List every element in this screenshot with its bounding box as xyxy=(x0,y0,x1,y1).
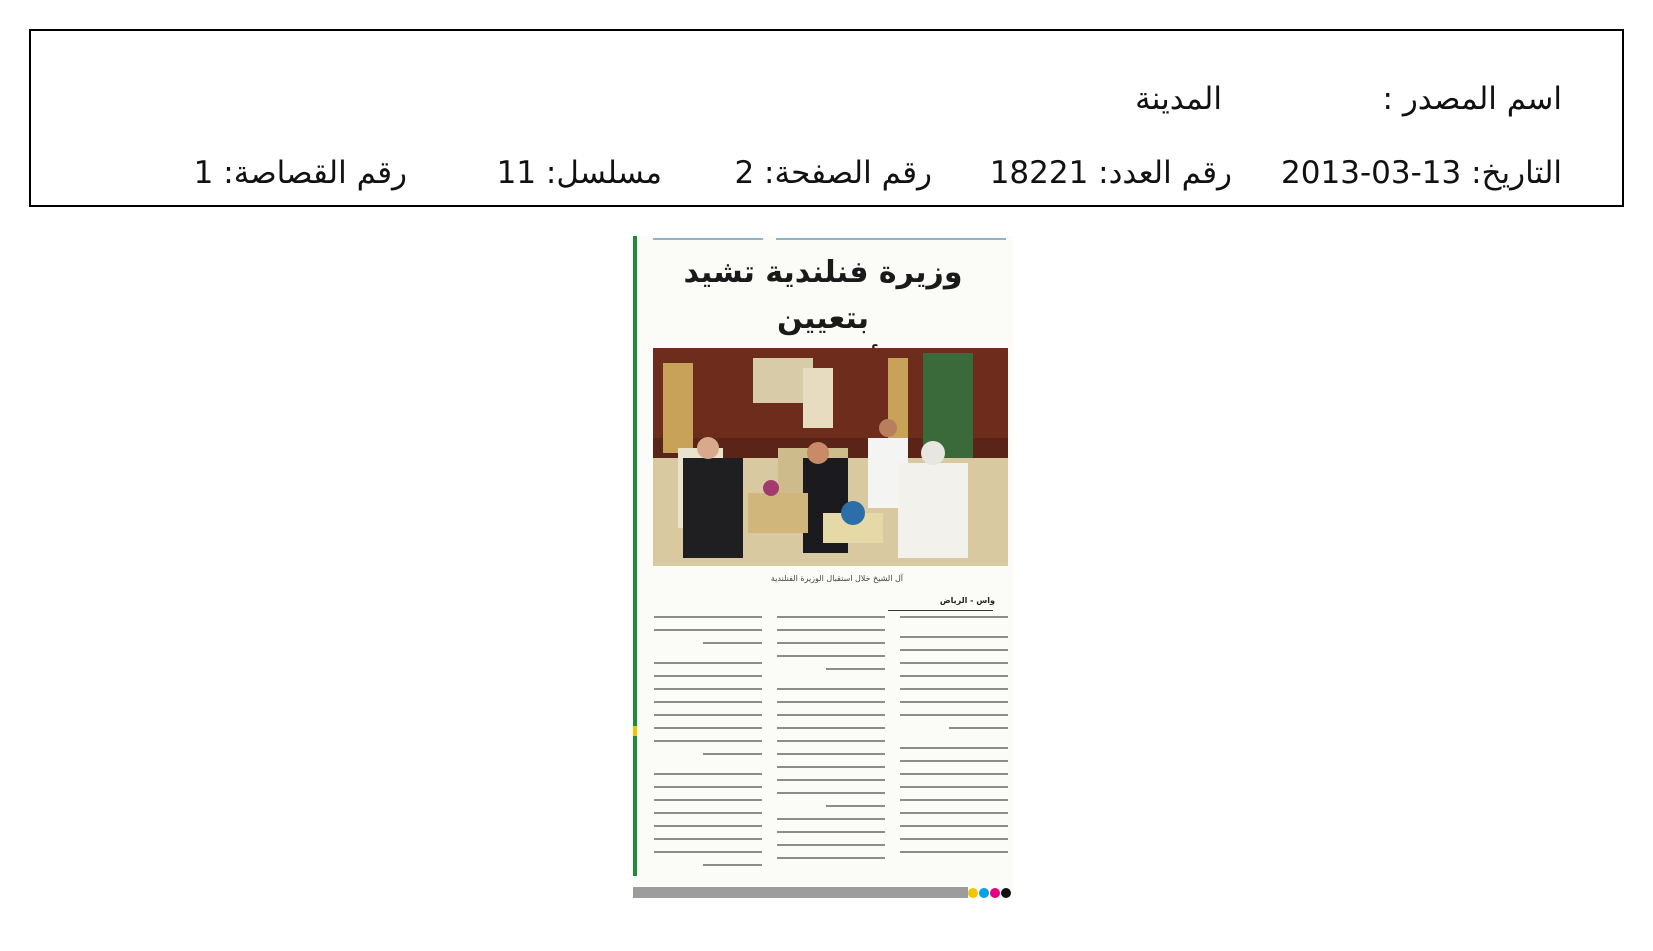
registration-dot-yellow xyxy=(968,888,978,898)
article-body xyxy=(653,616,1008,856)
source-value: المدينة xyxy=(1135,81,1222,117)
registration-dot-magenta xyxy=(990,888,1000,898)
headline-line-1: وزيرة فنلندية تشيد بتعيين xyxy=(683,255,963,336)
top-rule xyxy=(653,238,763,240)
bottom-strip xyxy=(633,887,968,898)
issue-number-field: رقم العدد: 18221 xyxy=(989,155,1232,191)
page-number-field: رقم الصفحة: 2 xyxy=(734,155,932,191)
clip-number-field: رقم القصاصة: 1 xyxy=(193,155,407,191)
text-column xyxy=(900,616,1008,864)
source-label: اسم المصدر : xyxy=(1382,81,1562,117)
registration-dot-black xyxy=(1001,888,1011,898)
clipping-metadata-box xyxy=(29,29,1624,207)
date-field: التاريخ: 13-03-2013 xyxy=(1281,155,1562,191)
serial-field: مسلسل: 11 xyxy=(496,155,662,191)
article-photo xyxy=(653,348,1008,566)
photo-caption: آل الشيخ خلال استقبال الوزيرة الفنلندية xyxy=(770,574,903,583)
byline-rule xyxy=(888,610,993,611)
accent-mark xyxy=(633,726,637,736)
accent-bar xyxy=(633,236,637,876)
top-rule xyxy=(776,238,1006,240)
registration-dot-cyan xyxy=(979,888,989,898)
newspaper-clipping xyxy=(633,236,1013,898)
text-column xyxy=(654,616,762,877)
text-column xyxy=(777,616,885,870)
article-byline: واس - الرياض xyxy=(939,596,995,605)
